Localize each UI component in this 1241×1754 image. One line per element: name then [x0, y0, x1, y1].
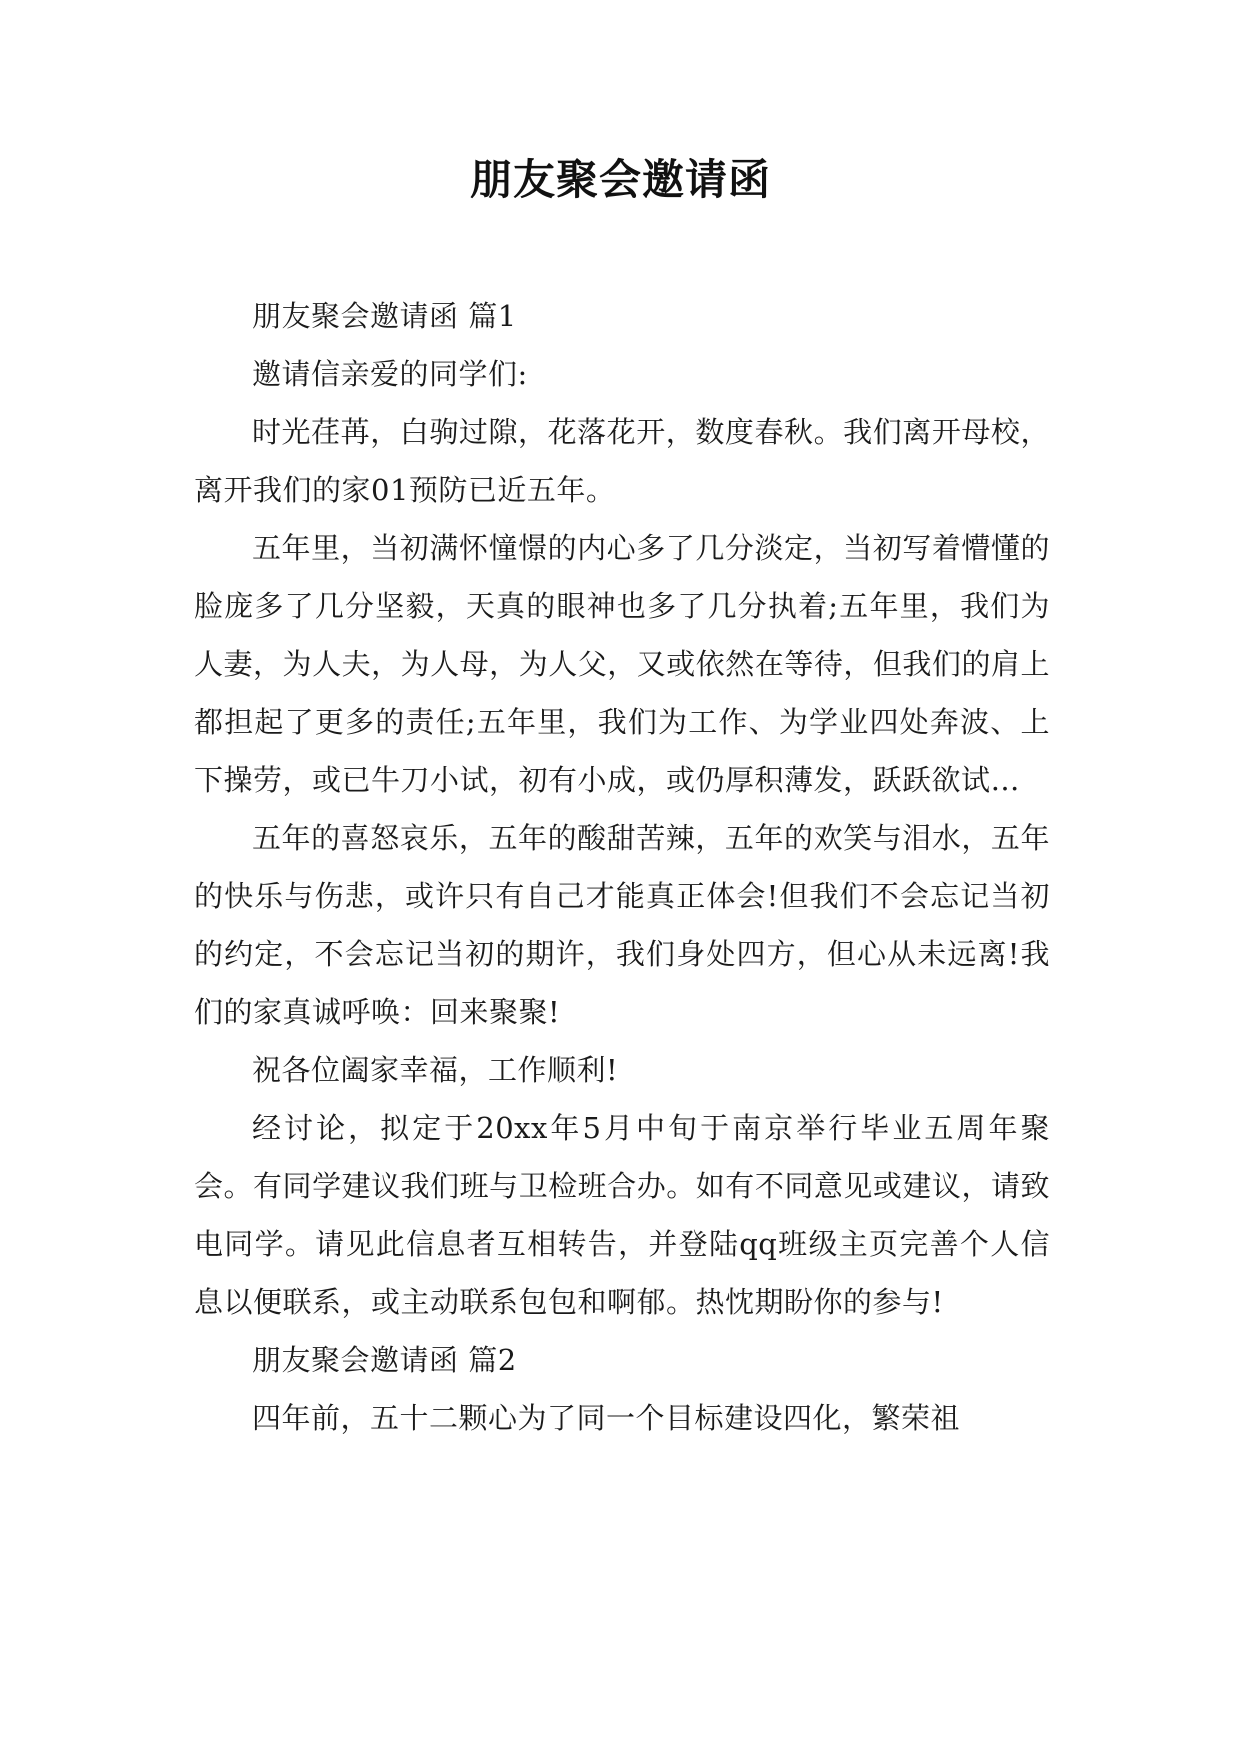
section-heading-1: 朋友聚会邀请函 篇1 — [252, 299, 517, 333]
document-body — [194, 287, 1050, 1447]
salutation: 邀请信亲爱的同学们: — [252, 357, 528, 391]
paragraph: 祝各位阖家幸福，工作顺利! — [252, 1053, 619, 1087]
paragraph: 时光荏苒，白驹过隙，花落花开，数度春秋。我们离开母校，离开我们的家01预防已近五年。 — [194, 415, 1050, 507]
paragraph: 四年前，五十二颗心为了同一个目标建设四化，繁荣祖 — [252, 1401, 961, 1435]
section-heading-2: 朋友聚会邀请函 篇2 — [252, 1343, 517, 1377]
paragraph: 五年的喜怒哀乐，五年的酸甜苦辣，五年的欢笑与泪水，五年的快乐与伤悲，或许只有自己才能真正体会!但我们不会忘记当初的约定，不会忘记当初的期许，我们身处四方，但心从未远离!我们的家真诚呼唤：回来聚聚! — [194, 821, 1050, 1029]
page-title: 朋友聚会邀请函 — [469, 155, 771, 204]
paragraph: 经讨论，拟定于20xx年5月中旬于南京举行毕业五周年聚会。有同学建议我们班与卫检班合办。如有不同意见或建议，请致电同学。请见此信息者互相转告，并登陆qq班级主页完善个人信息以便联系，或主动联系包包和啊郁。热忱期盼你的参与! — [194, 1111, 1050, 1319]
paragraph: 五年里，当初满怀憧憬的内心多了几分淡定，当初写着懵懂的脸庞多了几分坚毅，天真的眼神也多了几分执着;五年里，我们为人妻，为人夫，为人母，为人父，又或依然在等待，但我们的肩上都担起了更多的责任;五年里，我们为工作、为学业四处奔波、上下操劳，或已牛刀小试，初有小成，或仍厚积薄发，跃跃欲试… — [194, 531, 1050, 797]
